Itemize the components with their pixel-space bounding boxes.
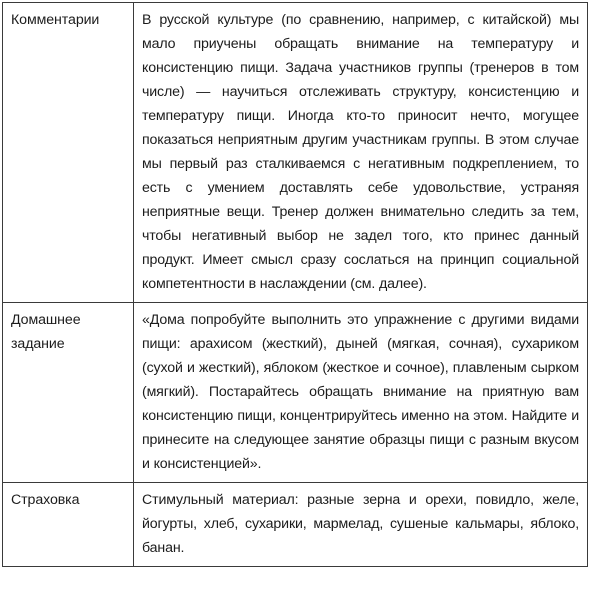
row-label-safeguard: Страховка xyxy=(3,483,134,567)
row-label-comments: Комментарии xyxy=(3,3,134,303)
row-label-homework: Домашнее задание xyxy=(3,303,134,483)
table-row-comments xyxy=(3,3,588,303)
row-text-comments: В русской культуре (по сравнению, например, с китайской) мы мало приучены обращать внимание на температуру и консистенцию пищи. Задача участников группы (тренеров в том числе) — научиться отслеживать структуру, консистенцию и температуру пищи. Иногда кто-то приносит нечто, могущее показаться неприятным другим участникам группы. В этом случае мы первый раз сталкиваемся с негативным подкреплением, то есть с умением доставлять себе удовольствие, устраняя неприятные вещи. Тренер должен внимательно следить за тем, чтобы негативный выбор не задел того, кто принес данный продукт. Имеет смысл сразу сослаться на принцип социальной компетентности в наслаждении (см. далее). xyxy=(134,3,588,303)
row-text-homework: «Дома попробуйте выполнить это упражнение с другими видами пищи: арахисом (жесткий), дыней (мягкая, сочная), сухариком (сухой и жесткий), яблоком (жесткое и сочное), плавленым сырком (мягкий). Постарайтесь обращать внимание на приятную вам консистенцию пищи, концентрируйтесь именно на этом. Найдите и принесите на следующее занятие образцы пищи с разным вкусом и консистенцией». xyxy=(134,303,588,483)
table-row-safeguard xyxy=(3,483,588,567)
row-text-safeguard: Стимульный материал: разные зерна и орехи, повидло, желе, йогурты, хлеб, сухарики, мармелад, сушеные кальмары, яблоко, банан. xyxy=(134,483,588,567)
exercise-table xyxy=(2,2,588,567)
table-row-homework xyxy=(3,303,588,483)
